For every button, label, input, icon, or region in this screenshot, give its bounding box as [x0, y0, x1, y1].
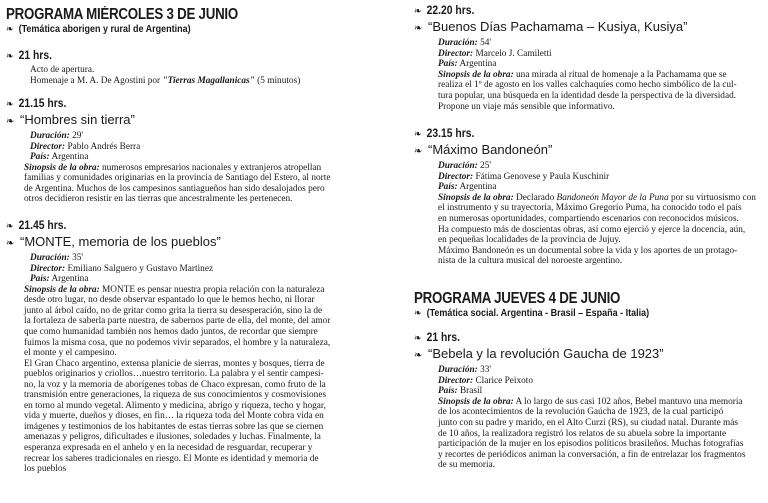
synopsis: Sinopsis de la obra: Declarado Bandoneón Mayor de la Puna por su virtuosismo con el instrumento y su trayectoria, Máximo Gregorio Puma, ha conocido todo el país en numerosas oportunidades, compartiendo escenarios con reconocidos músicos. Ha compuesto más de doscientas obras, así como ejerció y ejerce la docencia, aún, en pequeñas localidades de la provincia de Jujuy. Máximo Bandoneón es un documental sobre la vida y los aportes de un protago- nista de la cultura musical del noroeste argentino. [438, 192, 756, 267]
leaf-bullet-icon: ❧ [6, 238, 15, 249]
director: Director: Clarice Peixoto [438, 375, 534, 386]
duration: Duración: 25' [438, 161, 492, 171]
director: Director: Marcelo J. Camiletti [438, 48, 552, 59]
leaf-bullet-icon: ❧ [414, 129, 422, 140]
session-time: 22.20 hrs. [426, 5, 475, 17]
country: País: Argentina [438, 59, 497, 70]
duration: Duración: 29' [30, 131, 84, 141]
duration: Duración: 33' [438, 365, 492, 375]
session-2145 [6, 220, 378, 475]
homage-line: Homenaje a M. A. De Agostini por "Tierras Magallanicas" (5 minutos) [30, 75, 301, 86]
director: Director: Pablo Andrés Berra [30, 141, 141, 152]
film-title: “Buenos Días Pachamama – Kusiya, Kusiya” [428, 19, 688, 34]
leaf-bullet-icon: ❧ [414, 146, 423, 157]
film-title: “Hombres sin tierra” [20, 112, 135, 127]
program-subtitle-row [414, 308, 762, 320]
session-21-thursday [414, 332, 762, 471]
duration: Duración: 35' [30, 253, 84, 263]
leaf-bullet-icon: ❧ [414, 23, 423, 34]
session-time: 21.45 hrs. [18, 220, 67, 232]
opening-line: Acto de apertura. [30, 65, 95, 75]
film-title: “Bebela y la revolución Gaucha de 1923” [428, 346, 664, 361]
leaf-bullet-icon: ❧ [414, 6, 422, 17]
leaf-bullet-icon: ❧ [414, 350, 423, 361]
film-title: “Máximo Bandoneón” [428, 142, 553, 157]
program-subtitle-row [6, 24, 378, 36]
leaf-bullet-icon: ❧ [6, 51, 14, 62]
session-2315 [414, 128, 762, 267]
director: Director: Fátima Genovese y Paula Kuschinir [438, 171, 610, 182]
leaf-bullet-icon: ❧ [6, 116, 15, 127]
session-2220 [414, 5, 762, 112]
country: País: Argentina [438, 182, 497, 193]
session-time: 21.15 hrs. [18, 98, 67, 110]
synopsis: Sinopsis de la obra: numerosos empresarios nacionales y extranjeros atropellan familias y comunidades originarias en la provincia de Santiago del Estero, al norte de Argentina. Muchos de los campesinos santiagueños han sido desalojados pero otros decidieron resistir en las tierras que ancestralmente les pertenecen. [24, 162, 331, 205]
leaf-bullet-icon: ❧ [414, 333, 422, 344]
program-heading-wednesday [6, 6, 378, 23]
session-2115 [6, 98, 378, 205]
synopsis: Sinopsis de la obra: una mirada al ritual de homenaje a la Pachamama que se realiza el 1º de agosto en los valles calchaquíes como hecho simbólico de la cul- tura popular, una búsqueda en la identidad desde la perspectiva de la diversidad. Propone un viaje más sensible que informativo. [438, 69, 737, 112]
program-subtitle: (Temática social. Argentina - Brasil – España - Italia) [426, 308, 650, 319]
country: País: Argentina [30, 152, 89, 163]
program-subtitle: (Temática aborigen y rural de Argentina) [18, 24, 191, 35]
film-title: “MONTE, memoria de los pueblos” [20, 234, 221, 249]
program-title: PROGRAMA MIÉRCOLES 3 DE JUNIO [6, 6, 238, 23]
session-time: 23.15 hrs. [426, 128, 475, 140]
leaf-bullet-icon: ❧ [6, 24, 14, 35]
director: Director: Emiliano Salguero y Gustavo Martinez [30, 263, 214, 274]
leaf-bullet-icon: ❧ [6, 221, 14, 232]
leaf-bullet-icon: ❧ [6, 99, 14, 110]
session-time: 21 hrs. [18, 50, 52, 62]
synopsis: Sinopsis de la obra: A lo largo de sus casi 102 años, Bebel mantuvo una memoria de los acontecimientos de la revolución Gaúcha de 1923, de la cual participó junto con su padre y marido, en el Alto Curzi (RS), su ciudad natal. Durante más de 10 años, la realizadora registró los relatos de su abuela sobre la importante participación de la mujer en los episodios políticos brasileños. Muchas fotografías y recortes de periódicos animan la conversación, a fin de entrelazar los fragmentos de su memoria. [438, 396, 746, 471]
country: País: Argentina [30, 274, 89, 285]
leaf-bullet-icon: ❧ [414, 308, 422, 319]
program-title: PROGRAMA JUEVES 4 DE JUNIO [414, 290, 621, 307]
session-21 [6, 50, 378, 86]
program-heading-thursday [414, 290, 762, 307]
country: País: Brasil [438, 386, 483, 397]
session-time: 21 hrs. [426, 332, 460, 344]
synopsis: Sinopsis de la obra: MONTE es pensar nuestra propia relación con la naturaleza desde otro lugar, no desde observar espantado lo que le hemos hecho, ni llorar junto al árbol caído, no de gritar como grita la tierra su desesperación, sino la de la fortaleza de saberla parte nuestra, de sabernos parte de ella, del monte, del amor que como humanidad también nos hemos dado juntos, de recordar que siempre fuimos la misma cosa, que no podemos vivir separados, el hombre y la naturaleza, el monte y el campesino. El Gran Chaco argentino, extensa planicie de sierras, montes y bosques, tierra de pueblos originarios y criollos…nuestro territorio. La palabra y el sentir campesi- no, la voz y la memoria de aborígenes tobas de Chaco expresan, como fruto de la transmisión entre generaciones, la riqueza de sus conocimientos y cosmovisiones en torno al mundo vegetal. Alimento y medicina, abrigo y riqueza, techo y hogar, vida y muerte, dueños y dioses, en fin… la riqueza toda del Monte cobra vida en imágenes y testimonios de los habitantes de estas tierras sobre las que se ciernen amenazas y peligros, dificultades e ilusiones, soledades y luchas. Finalmente, la esperanza expresada en el anhelo y en la necesidad de resguardar, recuperar y recrear los saberes tradicionales en riesgo. El Monte es identidad y memoria de los pueblos [24, 284, 331, 475]
duration: Duración: 54' [438, 38, 492, 48]
